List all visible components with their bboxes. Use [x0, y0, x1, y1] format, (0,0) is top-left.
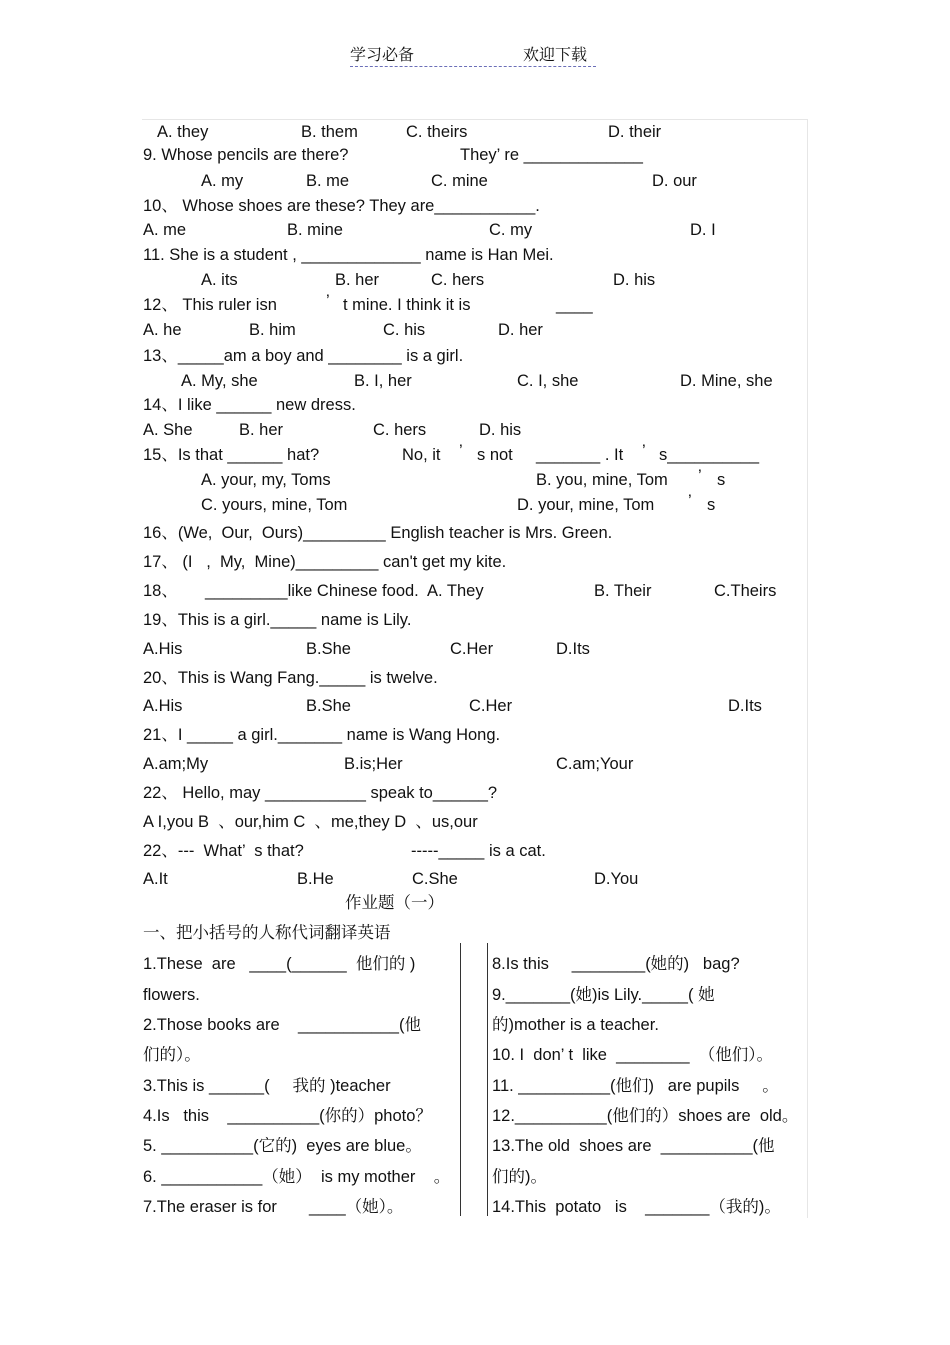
text-line: flowers.	[143, 986, 200, 1004]
text-line: 13、_____am a boy and ________ is a girl.	[143, 347, 464, 365]
text-line: D. their	[608, 123, 662, 141]
text-line: 14、I like ______ new dress.	[143, 396, 356, 414]
text-line: B. them	[301, 123, 358, 141]
text-line: 5. __________(它的) eyes are blue。	[143, 1137, 422, 1155]
text-line: D. our	[652, 172, 697, 190]
text-line: A I,you B 、our,him C 、me,they D 、us,our	[143, 813, 478, 831]
text-line: 2.Those books are ___________(他	[143, 1016, 421, 1034]
text-line: D. his	[479, 421, 522, 439]
text-line: ’	[698, 467, 702, 485]
text-line: C. hers	[431, 271, 485, 289]
text-line: 3.This is ______( 我的 )teacher	[143, 1077, 391, 1095]
text-line: t mine. I think it is	[343, 296, 471, 314]
text-line: 11. She is a student , _____________ name is Han Mei.	[143, 246, 554, 264]
text-line: 22、 Hello, may ___________ speak to______?	[143, 784, 498, 802]
text-line: 9._______(她)is Lily._____( 她	[492, 986, 715, 1004]
text-line: _________like Chinese food. A. They	[205, 582, 484, 600]
text-line: 14.This potato is _______（我的)。	[492, 1198, 781, 1216]
text-line: 6. ___________（她） is my mother 。	[143, 1168, 451, 1186]
text-line: A. they	[157, 123, 209, 141]
text-line: C. theirs	[406, 123, 468, 141]
text-line: A. me	[143, 221, 187, 239]
text-line: C.Her	[469, 697, 513, 715]
text-line: ’	[459, 442, 463, 460]
text-line: 们的）。	[143, 1046, 201, 1064]
text-line: 11. __________(他们) are pupils 。	[492, 1077, 779, 1095]
text-line: They’ re _____________	[460, 146, 643, 164]
text-line: C. my	[489, 221, 533, 239]
text-line: No, it	[402, 446, 441, 464]
text-line: C. hers	[373, 421, 427, 439]
text-line: B. Their	[594, 582, 652, 600]
text-line: C.Theirs	[714, 582, 777, 600]
text-line: s	[717, 471, 726, 489]
text-line: B. me	[306, 172, 350, 190]
text-line: A. he	[143, 321, 182, 339]
text-line: C. yours, mine, Tom	[201, 496, 348, 514]
text-line: ____	[556, 296, 593, 314]
text-line: B.She	[306, 697, 351, 715]
text-line: 作业题（一）	[345, 893, 444, 912]
text-line: 19、This is a girl._____ name is Lily.	[143, 611, 412, 629]
text-line: A.His	[143, 697, 183, 715]
text-line: -----_____ is a cat.	[411, 842, 546, 860]
text-line: 10、 Whose shoes are these? They are___________.	[143, 197, 540, 215]
text-line: B.She	[306, 640, 351, 658]
text-line: 10. I don’ t like ________ （他们）。	[492, 1046, 773, 1064]
divider-line-right	[487, 943, 488, 1216]
text-line: 17、 (I , My, Mine)_________ can't get my kite.	[143, 553, 507, 571]
text-line: C. his	[383, 321, 426, 339]
text-line: 21、I _____ a girl._______ name is Wang Hong.	[143, 726, 501, 744]
text-line: B.is;Her	[344, 755, 403, 773]
header-left-text: 学习必备	[350, 45, 415, 64]
text-line: A.It	[143, 870, 168, 888]
text-line: 7.The eraser is for ____（她）。	[143, 1198, 404, 1216]
text-line: D.Its	[728, 697, 762, 715]
text-line: D.You	[594, 870, 639, 888]
text-line: D.Its	[556, 640, 590, 658]
text-line: A.am;My	[143, 755, 209, 773]
text-line: 20、This is Wang Fang._____ is twelve.	[143, 669, 438, 687]
text-line: ’	[688, 492, 692, 510]
text-line: 13.The old shoes are __________(他	[492, 1137, 775, 1155]
text-line: ’	[642, 442, 646, 460]
header-right-text: 欢迎下载	[523, 45, 588, 64]
text-line: D. I	[690, 221, 716, 239]
text-line: 16、(We, Our, Ours)_________ English teacher is Mrs. Green.	[143, 524, 613, 542]
text-line: D. his	[613, 271, 656, 289]
text-line: _______ . It	[536, 446, 624, 464]
text-line: C. mine	[431, 172, 488, 190]
text-line: A. my	[201, 172, 244, 190]
text-line: 12.__________(他们的）shoes are old。	[492, 1107, 799, 1125]
text-line: C.am;Your	[556, 755, 634, 773]
text-line: B.He	[297, 870, 334, 888]
text-line: 9. Whose pencils are there?	[143, 146, 349, 164]
text-line: B. him	[249, 321, 296, 339]
text-line: 18、	[143, 582, 178, 600]
text-line: s not	[477, 446, 513, 464]
text-line: C.She	[412, 870, 458, 888]
text-line: s	[707, 496, 716, 514]
text-line: A. your, my, Toms	[201, 471, 331, 489]
text-line: B. mine	[287, 221, 343, 239]
text-line: D. your, mine, Tom	[517, 496, 655, 514]
text-line: s__________	[659, 446, 760, 464]
text-line: 8.Is this ________(她的) bag?	[492, 955, 740, 973]
text-line: 12、 This ruler isn	[143, 296, 277, 314]
text-line: B. I, her	[354, 372, 412, 390]
text-line: B. you, mine, Tom	[536, 471, 668, 489]
text-line: C. I, she	[517, 372, 579, 390]
divider-line-left	[460, 943, 461, 1216]
text-line: B. her	[335, 271, 380, 289]
text-line: ’	[326, 292, 330, 310]
text-line: B. her	[239, 421, 284, 439]
text-line: D. her	[498, 321, 543, 339]
text-line: D. Mine, she	[680, 372, 773, 390]
text-line: C.Her	[450, 640, 494, 658]
text-line: 的)mother is a teacher.	[492, 1016, 659, 1034]
text-line: 1.These are ____(______ 他们的 )	[143, 955, 416, 973]
text-line: A. My, she	[181, 372, 258, 390]
text-line: A. She	[143, 421, 193, 439]
text-line: A. its	[201, 271, 238, 289]
text-line: 4.Is this __________(你的）photo？	[143, 1107, 432, 1125]
text-line: A.His	[143, 640, 183, 658]
text-line: 15、Is that ______ hat?	[143, 446, 320, 464]
text-line: 一、把小括号的人称代词翻译英语	[143, 923, 391, 942]
text-line: 22、--- What’ s that?	[143, 842, 304, 860]
text-line: 们的)。	[492, 1168, 547, 1186]
page-header	[350, 42, 596, 67]
